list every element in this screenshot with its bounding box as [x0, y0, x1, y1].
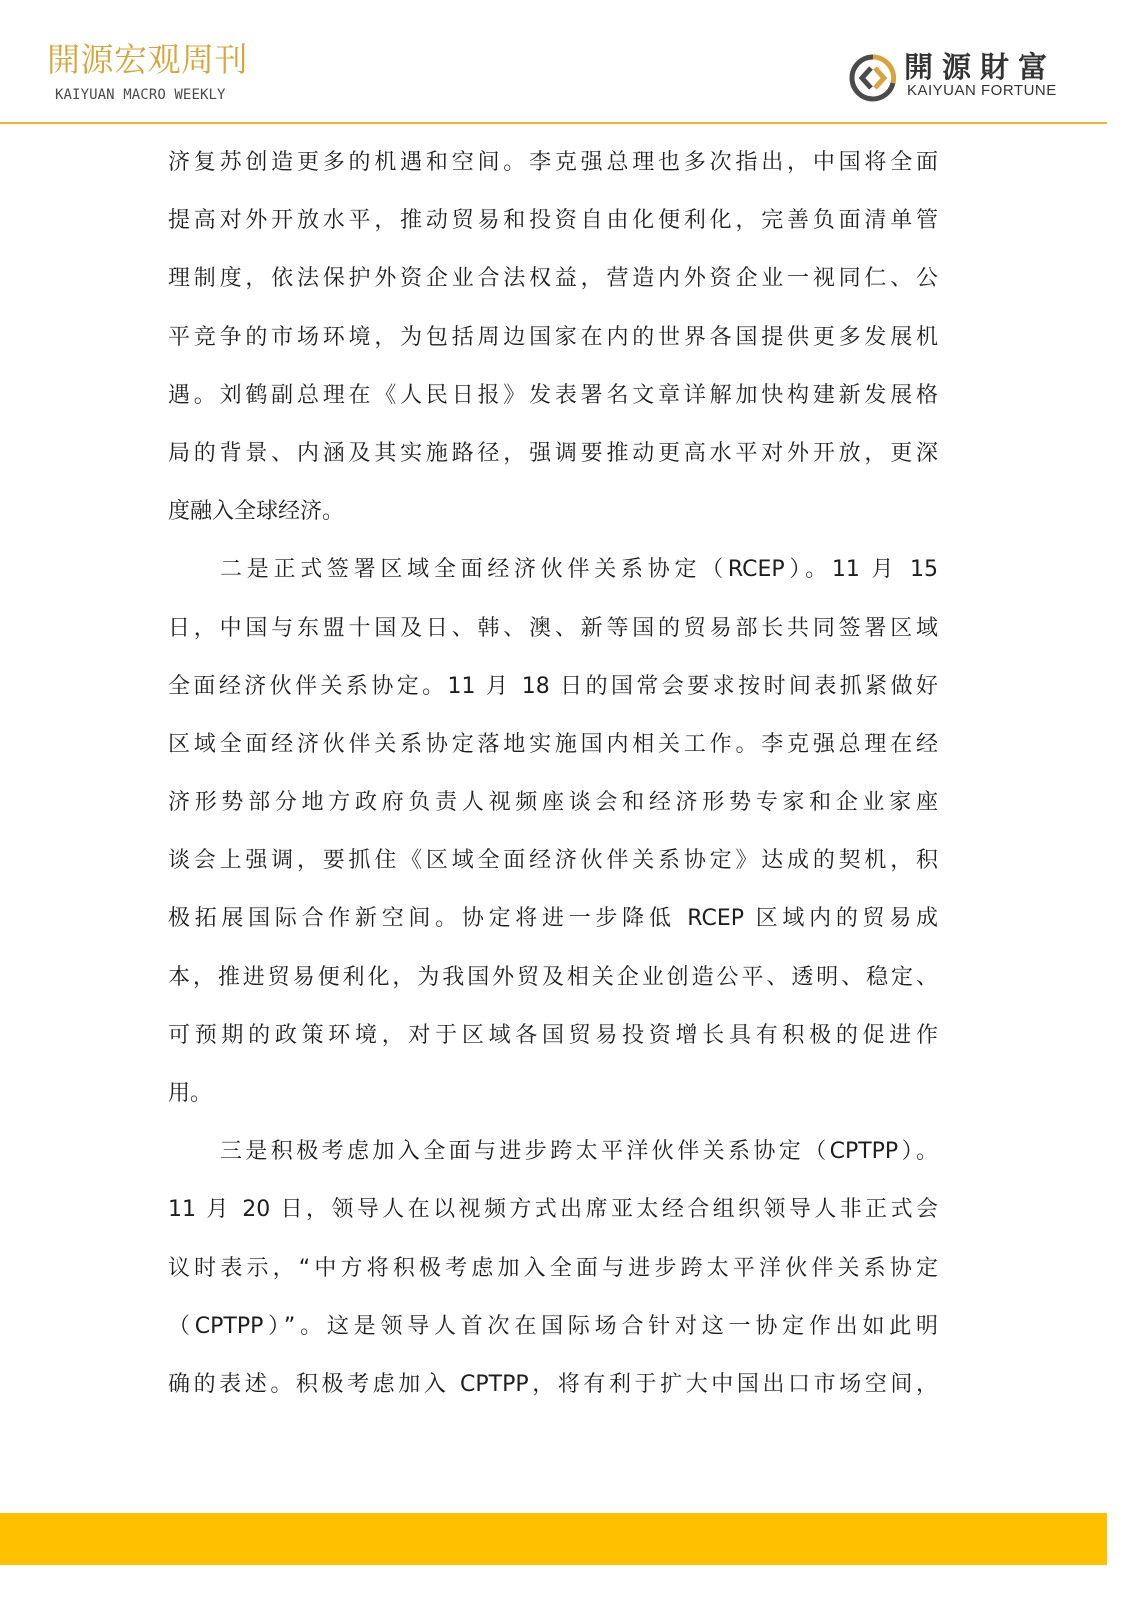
- text-line: 全面经济伙伴关系协定。11 月 18 日的国常会要求按时间表抓紧做好: [168, 673, 938, 699]
- text-line: 三是积极考虑加入全面与进步跨太平洋伙伴关系协定（CPTPP）。: [220, 1139, 938, 1165]
- publication-title: 開源宏观周刊: [47, 40, 248, 79]
- text-line: （CPTPP）”。这是领导人首次在国际场合针对这一协定作出如此明: [168, 1313, 938, 1339]
- header-divider: [0, 122, 1107, 124]
- text-line: 区域全面经济伙伴关系协定落地实施国内相关工作。李克强总理在经: [168, 731, 938, 757]
- publication-subtitle: KAIYUAN MACRO WEEKLY: [55, 87, 226, 103]
- paragraph-3: [168, 1123, 938, 1414]
- text-line: 确的表述。积极考虑加入 CPTPP，将有利于扩大中国出口市场空间，: [168, 1371, 938, 1397]
- text-line: 11 月 20 日，领导人在以视频方式出席亚太经合组织领导人非正式会: [168, 1197, 938, 1223]
- text-line: 本，推进贸易便利化，为我国外贸及相关企业创造公平、透明、稳定、: [168, 964, 938, 990]
- brand-name-en: KAIYUAN FORTUNE: [907, 82, 1057, 99]
- text-line: 济复苏创造更多的机遇和空间。李克强总理也多次指出，中国将全面: [168, 150, 938, 175]
- text-line: 议时表示，“中方将积极考虑加入全面与进步跨太平洋伙伴关系协定: [168, 1255, 938, 1281]
- paragraph-2: [168, 541, 938, 1123]
- brand-name: 開源財富: [904, 50, 1057, 84]
- text-line: 济形势部分地方政府负责人视频座谈会和经济形势专家和企业家座: [168, 790, 938, 816]
- paragraph-1: [168, 134, 938, 541]
- text-line: 局的背景、内涵及其实施路径，强调要推动更高水平对外开放，更深: [168, 440, 938, 466]
- text-line: 提高对外开放水平，推动贸易和投资自由化便利化，完善负面清单管: [168, 208, 938, 234]
- footer-bar: [0, 1513, 1107, 1565]
- kaiyuan-logo-icon: [849, 54, 897, 102]
- text-line: 度融入全球经济。: [168, 499, 345, 525]
- text-line: 极拓展国际合作新空间。协定将进一步降低 RCEP 区域内的贸易成: [168, 906, 938, 932]
- text-line: 理制度，依法保护外资企业合法权益，营造内外资企业一视同仁、公: [168, 266, 938, 292]
- text-line: 遇。刘鹤副总理在《人民日报》发表署名文章详解加快构建新发展格: [168, 382, 938, 408]
- text-line: 二是正式签署区域全面经济伙伴关系协定（RCEP）。11 月 15: [220, 557, 938, 583]
- text-line: 平竞争的市场环境，为包括周边国家在内的世界各国提供更多发展机: [168, 324, 938, 350]
- text-line: 可预期的政策环境，对于区域各国贸易投资增长具有积极的促进作: [168, 1022, 938, 1048]
- text-line: 谈会上强调，要抓住《区域全面经济伙伴关系协定》达成的契机，积: [168, 848, 938, 874]
- article-body: [168, 134, 938, 1414]
- text-line: 用。: [168, 1081, 213, 1106]
- text-line: 日，中国与东盟十国及日、韩、澳、新等国的贸易部长共同签署区域: [168, 615, 938, 641]
